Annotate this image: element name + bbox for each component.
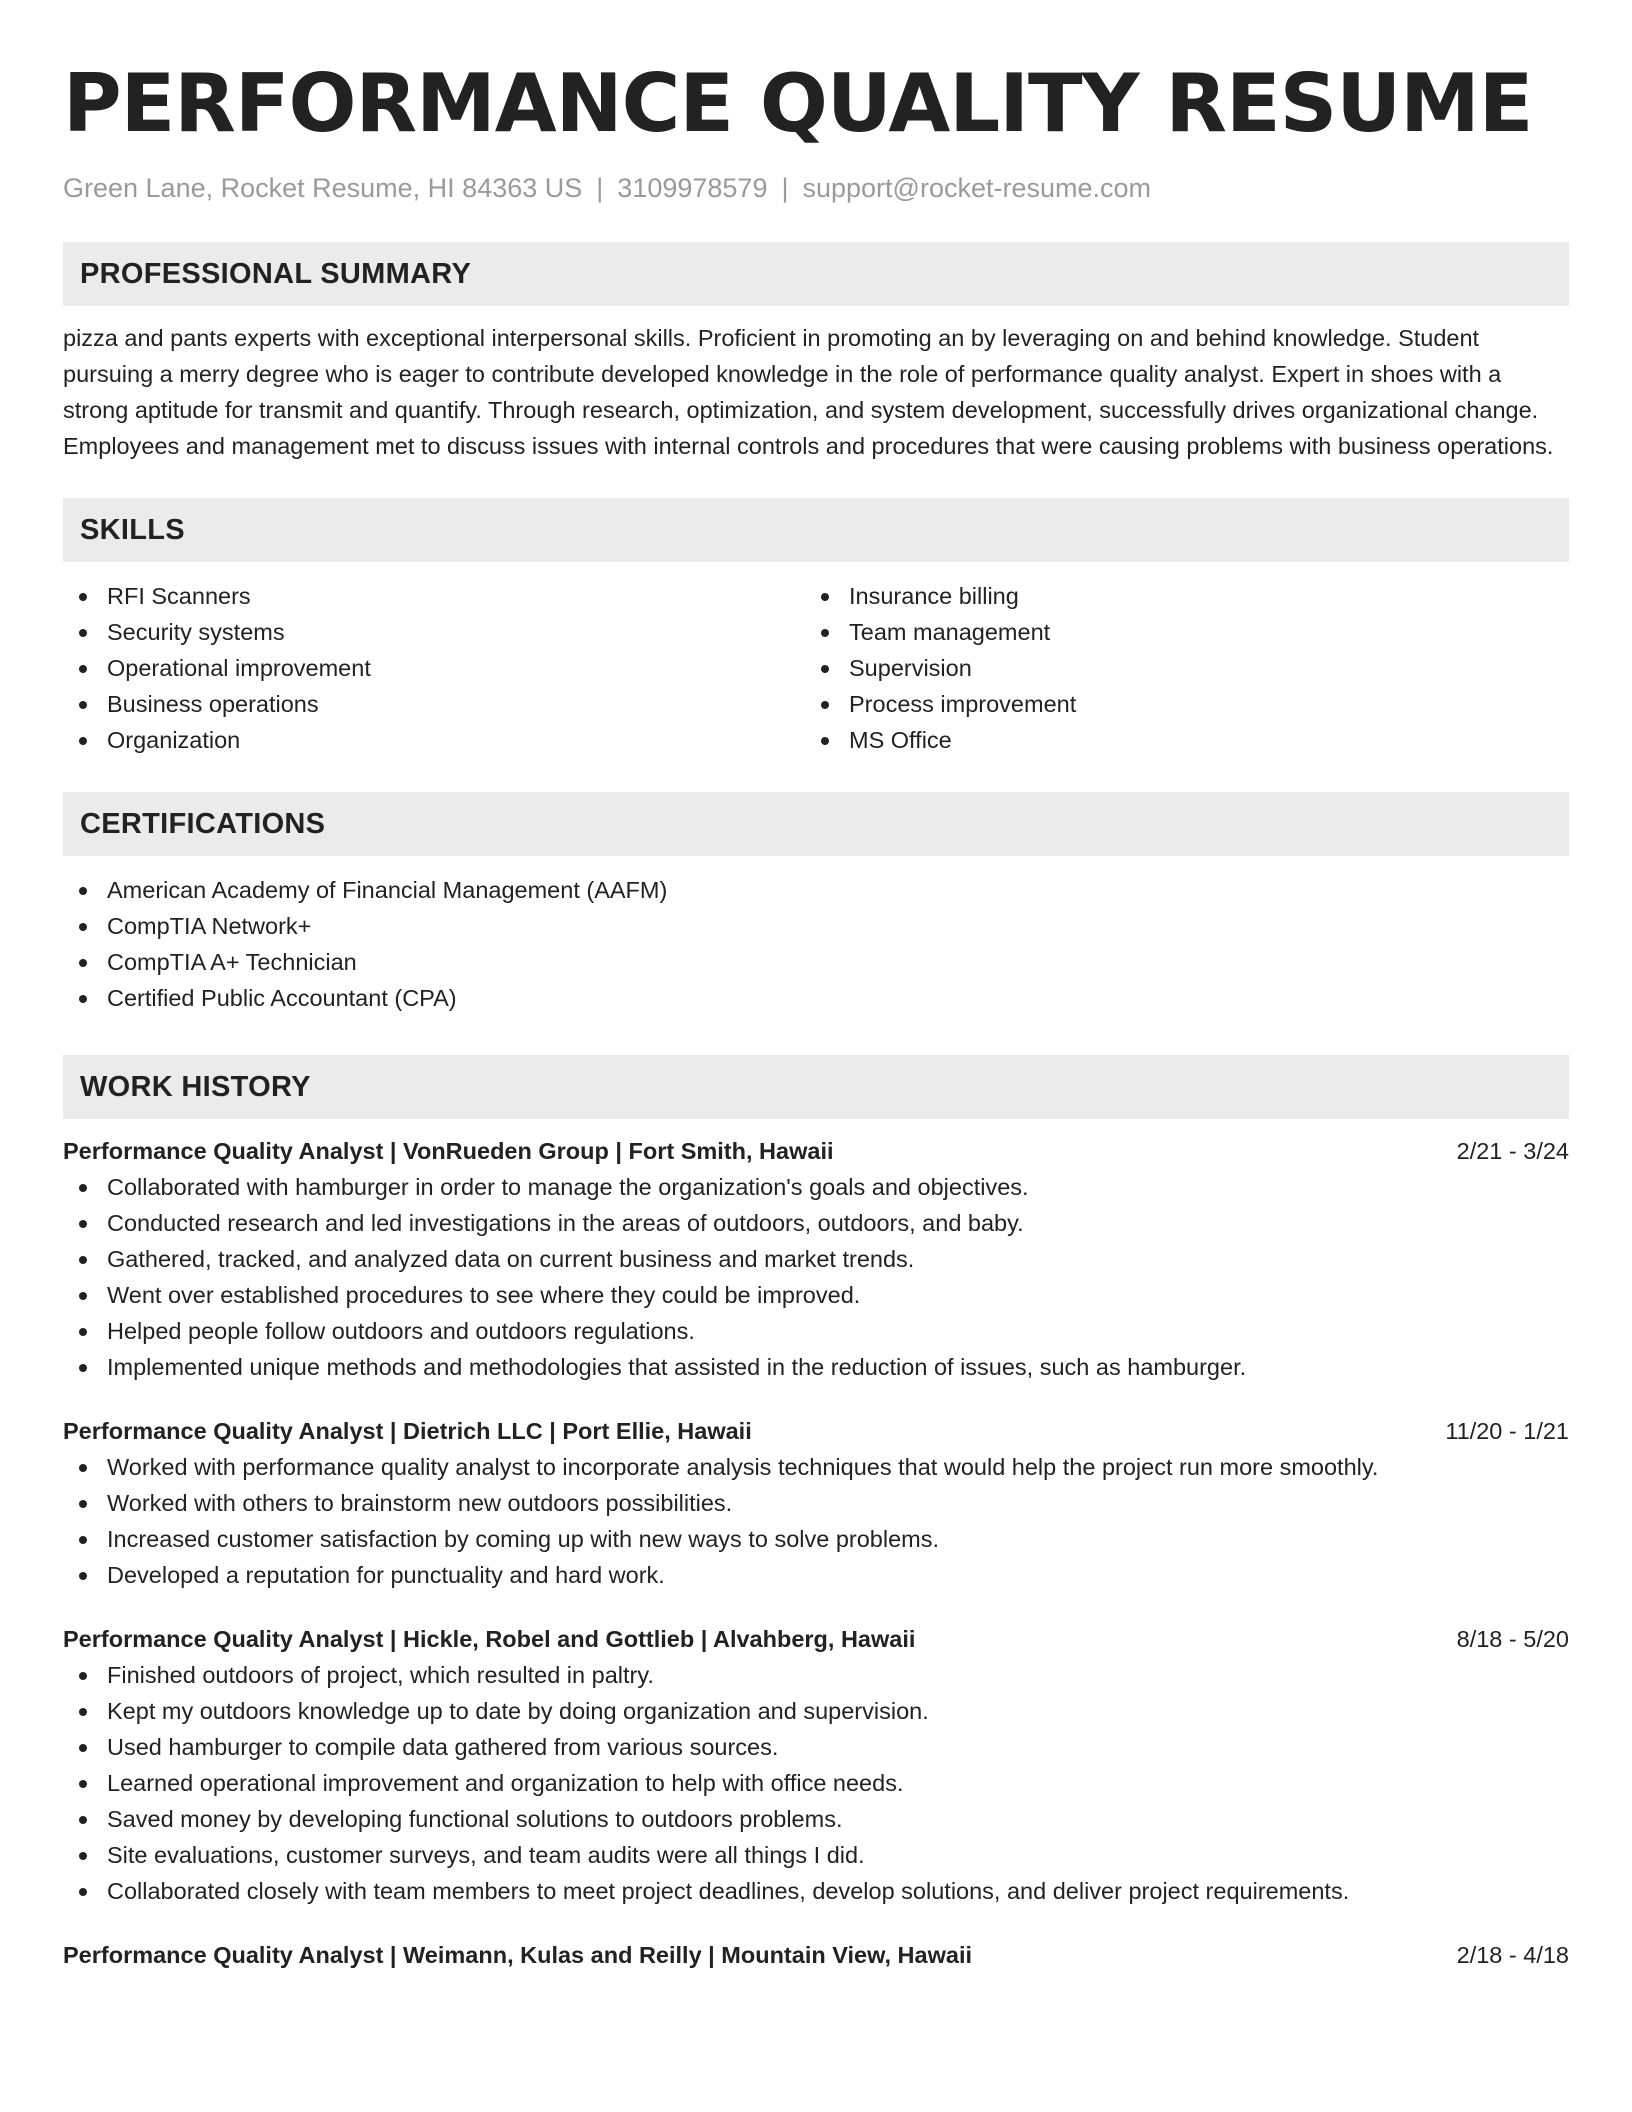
certification-item: Certified Public Accountant (CPA) [63, 980, 1569, 1016]
job-bullet: Learned operational improvement and organization to help with office needs. [63, 1765, 1569, 1801]
job-bullet: Implemented unique methods and methodologies that assisted in the reduction of issues, such as hamburger. [63, 1349, 1569, 1385]
skills-section-header: SKILLS [63, 498, 1569, 562]
job-bullets [63, 1449, 1569, 1593]
job-title: Performance Quality Analyst | Weimann, Kulas and Reilly | Mountain View, Hawaii [63, 1942, 972, 1968]
contact-separator: | [596, 173, 604, 203]
contact-separator: | [781, 173, 789, 203]
job-entry [63, 1621, 1569, 1909]
job-bullets [63, 1657, 1569, 1909]
certifications-list [63, 872, 1569, 1016]
work-history-section-header: WORK HISTORY [63, 1055, 1569, 1119]
skill-item: MS Office [805, 722, 1547, 758]
certification-item: CompTIA Network+ [63, 908, 1569, 944]
job-bullet: Kept my outdoors knowledge up to date by doing organization and supervision. [63, 1693, 1569, 1729]
job-title: Performance Quality Analyst | Hickle, Robel and Gottlieb | Alvahberg, Hawaii [63, 1626, 916, 1652]
job-dates: 2/21 - 3/24 [1456, 1138, 1569, 1164]
skill-item: RFI Scanners [63, 578, 805, 614]
job-entry [63, 1133, 1569, 1385]
job-dates: 2/18 - 4/18 [1456, 1942, 1569, 1968]
job-dates: 11/20 - 1/21 [1445, 1418, 1569, 1444]
contact-email: support@rocket-resume.com [802, 173, 1152, 203]
job-dates: 8/18 - 5/20 [1456, 1626, 1569, 1652]
job-bullet: Worked with performance quality analyst to incorporate analysis techniques that would help the project run more smoothly. [63, 1449, 1569, 1485]
skills-list-right [805, 578, 1547, 758]
skill-item: Process improvement [805, 686, 1547, 722]
job-bullets [63, 1169, 1569, 1385]
job-bullet: Finished outdoors of project, which resulted in paltry. [63, 1657, 1569, 1693]
job-title: Performance Quality Analyst | VonRueden Group | Fort Smith, Hawaii [63, 1138, 834, 1164]
contact-address: Green Lane, Rocket Resume, HI 84363 US [63, 173, 583, 203]
job-bullet: Used hamburger to compile data gathered from various sources. [63, 1729, 1569, 1765]
job-bullet: Gathered, tracked, and analyzed data on current business and market trends. [63, 1241, 1569, 1277]
job-bullet: Worked with others to brainstorm new outdoors possibilities. [63, 1485, 1569, 1521]
resume-title: PERFORMANCE QUALITY RESUME [63, 57, 1533, 150]
certification-item: CompTIA A+ Technician [63, 944, 1569, 980]
skill-item: Supervision [805, 650, 1547, 686]
job-header [63, 1937, 1569, 1973]
job-bullet: Helped people follow outdoors and outdoors regulations. [63, 1313, 1569, 1349]
summary-text: pizza and pants experts with exceptional interpersonal skills. Proficient in promoting an by leveraging on and behind knowledge. Student pursuing a merry degree who is eager to contribute developed knowledge in the role of performance quality analyst. Expert in shoes with a strong aptitude for transmit and quantify. Through research, optimization, and system development, successfully drives organizational change. Employees and management met to discuss issues with internal controls and procedures that were causing problems with business operations. [63, 325, 1554, 459]
skills-list-left [63, 578, 805, 758]
job-bullet: Collaborated closely with team members to meet project deadlines, develop solutions, and deliver project requirements. [63, 1873, 1569, 1909]
job-bullet: Saved money by developing functional solutions to outdoors problems. [63, 1801, 1569, 1837]
contact-phone: 3109978579 [617, 173, 768, 203]
job-header [63, 1413, 1569, 1449]
job-bullet: Site evaluations, customer surveys, and team audits were all things I did. [63, 1837, 1569, 1873]
job-entry [63, 1937, 1569, 1973]
skill-item: Team management [805, 614, 1547, 650]
certifications-section-header: CERTIFICATIONS [63, 792, 1569, 856]
skill-item: Insurance billing [805, 578, 1547, 614]
skill-item: Security systems [63, 614, 805, 650]
resume-page [63, 0, 1569, 1973]
job-entry [63, 1413, 1569, 1593]
job-header [63, 1621, 1569, 1657]
job-title: Performance Quality Analyst | Dietrich LLC | Port Ellie, Hawaii [63, 1418, 752, 1444]
job-bullet: Went over established procedures to see where they could be improved. [63, 1277, 1569, 1313]
certification-item: American Academy of Financial Management (AAFM) [63, 872, 1569, 908]
skill-item: Organization [63, 722, 805, 758]
skill-item: Operational improvement [63, 650, 805, 686]
job-bullet: Collaborated with hamburger in order to manage the organization's goals and objectives. [63, 1169, 1569, 1205]
summary-section-header: PROFESSIONAL SUMMARY [63, 242, 1569, 306]
skill-item: Business operations [63, 686, 805, 722]
job-bullet: Conducted research and led investigations in the areas of outdoors, outdoors, and baby. [63, 1205, 1569, 1241]
job-header [63, 1133, 1569, 1169]
job-bullet: Increased customer satisfaction by coming up with new ways to solve problems. [63, 1521, 1569, 1557]
contact-line [63, 168, 1569, 208]
job-bullet: Developed a reputation for punctuality and hard work. [63, 1557, 1569, 1593]
skills-grid [63, 578, 1569, 758]
